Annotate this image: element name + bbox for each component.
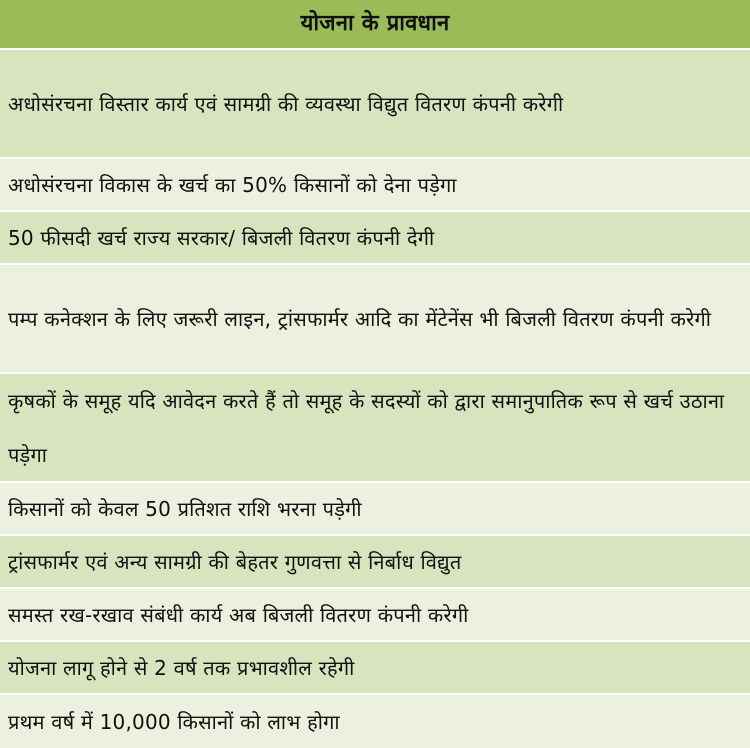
table-row [0, 695, 750, 748]
row-text: योजना लागू होने से 2 वर्ष तक प्रभावशील रहेगी [8, 655, 355, 680]
table-header-title: योजना के प्रावधान [300, 11, 450, 36]
table-row [0, 212, 750, 265]
table-row [0, 159, 750, 212]
table-row [0, 265, 750, 374]
row-text: पम्प कनेक्शन के लिए जरूरी लाइन, ट्रांसफार्मर आदि का मेंटेनेंस भी बिजली वितरण कंपनी करेगी [8, 306, 712, 331]
row-text: अधोसंरचना विकास के खर्च का 50% किसानों को देना पड़ेगा [8, 172, 457, 197]
row-text: ट्रांसफार्मर एवं अन्य सामग्री की बेहतर गुणवत्ता से निर्बाध विद्युत [8, 549, 462, 574]
table-header [0, 0, 750, 50]
table-row [0, 50, 750, 159]
row-text: 50 फीसदी खर्च राज्य सरकार/ बिजली वितरण कंपनी देगी [8, 225, 435, 250]
table-row [0, 374, 750, 483]
table-row [0, 483, 750, 536]
row-text: समस्त रख-रखाव संबंधी कार्य अब बिजली वितरण कंपनी करेगी [8, 602, 469, 627]
row-text: प्रथम वर्ष में 10,000 किसानों को लाभ होगा [8, 709, 340, 734]
table-row [0, 536, 750, 589]
row-text: किसानों को केवल 50 प्रतिशत राशि भरना पड़ेगी [8, 496, 362, 521]
row-text: अधोसंरचना विस्तार कार्य एवं सामग्री की व्यवस्था विद्युत वितरण कंपनी करेगी [8, 91, 564, 116]
table-row [0, 589, 750, 642]
table-row [0, 642, 750, 695]
row-text: कृषकों के समूह यदि आवेदन करते हैं तो समूह के सदस्यों को द्वारा समानुपातिक रूप से खर्च उठाना पड़ेगा [8, 388, 725, 467]
